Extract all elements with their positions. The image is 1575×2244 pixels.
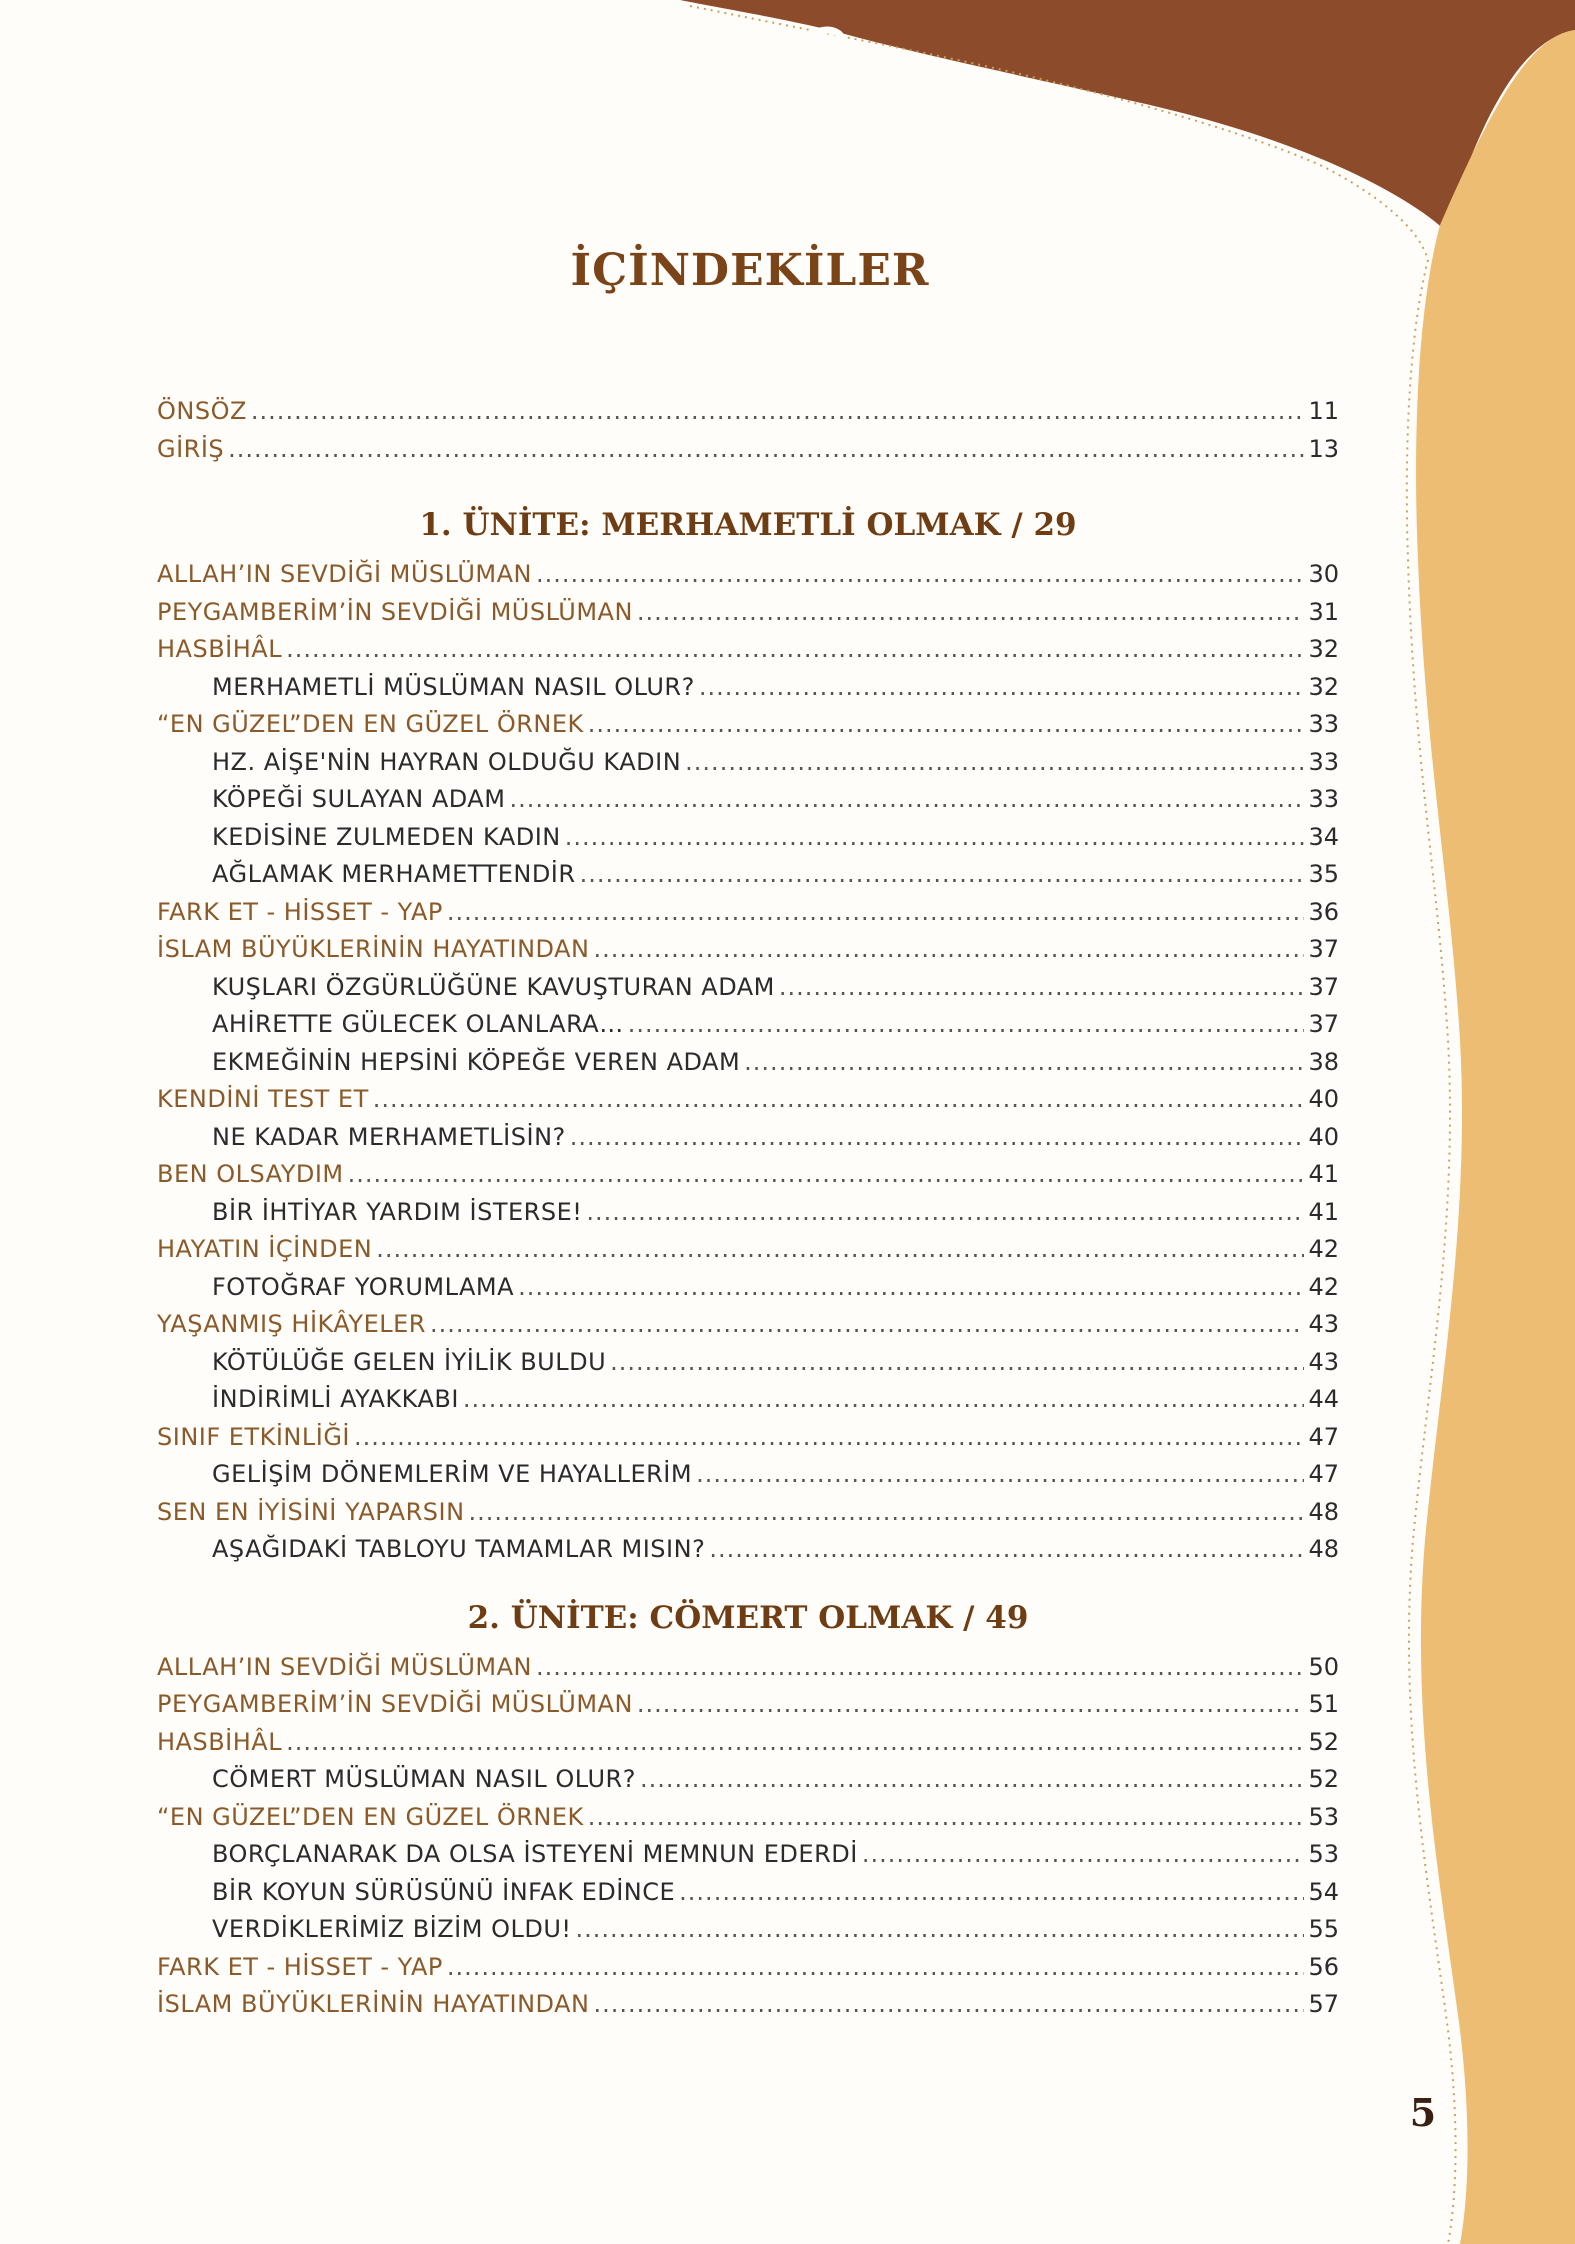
toc-entry-label: KEDİSİNE ZULMEDEN KADIN	[212, 822, 561, 851]
toc-page-number: 52	[1308, 1765, 1339, 1793]
toc-page-number: 37	[1308, 935, 1339, 963]
toc-entry[interactable]	[157, 1986, 1339, 2024]
toc-page-number: 30	[1308, 560, 1339, 588]
toc-page-number: 51	[1308, 1690, 1339, 1718]
toc-entry[interactable]	[157, 1531, 1339, 1569]
toc-entry[interactable]	[157, 969, 1339, 1007]
toc-entry-label: SEN EN İYİSİNİ YAPARSIN	[157, 1497, 465, 1526]
toc-entry[interactable]	[157, 1006, 1339, 1044]
dot-leader	[509, 781, 1304, 819]
toc-entry[interactable]	[157, 594, 1339, 632]
toc-entry-label: CÖMERT MÜSLÜMAN NASIL OLUR?	[212, 1765, 636, 1793]
toc-page-number: 53	[1308, 1802, 1339, 1831]
dot-leader	[469, 1494, 1305, 1532]
toc-entry[interactable]	[157, 744, 1339, 782]
unit-1-heading: 1. ÜNİTE: MERHAMETLİ OLMAK / 29	[419, 507, 1077, 543]
toc-entry-label: KÖPEĞİ SULAYAN ADAM	[212, 785, 506, 813]
toc-page-number: 33	[1308, 785, 1339, 813]
toc-entry-label: BEN OLSAYDIM	[157, 1160, 344, 1188]
toc-entry-label: KUŞLARI ÖZGÜRLÜĞÜNE KAVUŞTURAN ADAM	[212, 972, 775, 1001]
toc-entry-label: FARK ET - HİSSET - YAP	[157, 1952, 443, 1981]
toc-entry[interactable]	[157, 1419, 1339, 1457]
toc-entry-label: ÖNSÖZ	[157, 397, 247, 425]
toc-entry-label: PEYGAMBERİM’İN SEVDİĞİ MÜSLÜMAN	[157, 597, 633, 626]
toc-entry-giris[interactable]	[157, 431, 1339, 469]
dot-leader	[628, 1006, 1305, 1044]
dot-leader	[640, 1761, 1305, 1799]
dot-leader	[576, 1911, 1305, 1949]
dot-leader	[518, 1269, 1304, 1307]
toc-page-number: 43	[1308, 1347, 1339, 1376]
dot-leader	[286, 631, 1304, 669]
toc-page-number: 33	[1308, 710, 1339, 738]
toc-page-number: 42	[1308, 1235, 1339, 1263]
toc-page-number: 41	[1308, 1160, 1339, 1188]
toc-entry-label: “EN GÜZEL”DEN EN GÜZEL ÖRNEK	[157, 1802, 584, 1831]
toc-page-number: 42	[1308, 1272, 1339, 1301]
dot-leader	[699, 669, 1305, 707]
toc-page-number: 40	[1308, 1122, 1339, 1151]
toc-entry-label: BİR İHTİYAR YARDIM İSTERSE!	[212, 1197, 583, 1226]
toc-entry-label: HAYATIN İÇİNDEN	[157, 1235, 373, 1263]
toc-entry[interactable]	[157, 1306, 1339, 1344]
toc-entry[interactable]	[157, 1344, 1339, 1382]
toc-page-number: 32	[1308, 672, 1339, 701]
toc-page-number: 48	[1308, 1535, 1339, 1563]
toc-page-number: 36	[1308, 897, 1339, 926]
toc-entry[interactable]	[157, 1231, 1339, 1269]
dot-leader	[637, 1686, 1305, 1724]
dot-leader	[430, 1306, 1305, 1344]
toc-entry-label: PEYGAMBERİM’İN SEVDİĞİ MÜSLÜMAN	[157, 1690, 633, 1718]
toc-entry[interactable]	[157, 1874, 1339, 1912]
toc-entry[interactable]	[157, 1269, 1339, 1307]
dot-leader	[679, 1874, 1304, 1912]
toc-entry-label: İSLAM BÜYÜKLERİNİN HAYATINDAN	[157, 1990, 590, 2018]
toc-entry[interactable]	[157, 1156, 1339, 1194]
toc-entry-label: BORÇLANARAK DA OLSA İSTEYENİ MEMNUN EDERDİ	[212, 1840, 858, 1868]
toc-page-number: 35	[1308, 860, 1339, 888]
dot-leader	[580, 856, 1305, 894]
toc-entry-label: ALLAH’IN SEVDİĞİ MÜSLÜMAN	[157, 1652, 532, 1681]
dot-leader	[447, 1949, 1305, 1987]
toc-entry-label: HASBİHÂL	[157, 1727, 283, 1756]
toc-entry[interactable]	[157, 856, 1339, 894]
toc-entry[interactable]	[157, 1799, 1339, 1837]
dot-leader	[610, 1344, 1304, 1382]
toc-page-number: 34	[1308, 822, 1339, 851]
dot-leader	[862, 1836, 1305, 1874]
toc-entry[interactable]	[157, 894, 1339, 932]
toc-entry-label: AŞAĞIDAKİ TABLOYU TAMAMLAR MISIN?	[212, 1535, 706, 1563]
toc-entry-label: FOTOĞRAF YORUMLAMA	[212, 1272, 515, 1301]
toc-page-number: 38	[1308, 1047, 1339, 1076]
toc-page-number: 31	[1308, 597, 1339, 626]
dot-leader	[588, 1799, 1305, 1837]
unit-2-heading: 2. ÜNİTE: CÖMERT OLMAK / 49	[467, 1599, 1029, 1636]
dot-leader	[373, 1081, 1305, 1119]
toc-entry[interactable]	[157, 1194, 1339, 1232]
toc-page-number: 37	[1308, 972, 1339, 1001]
toc-page-number: 43	[1308, 1310, 1339, 1338]
toc-entry-label: HASBİHÂL	[157, 635, 283, 663]
dot-leader	[228, 431, 1304, 469]
dot-leader	[588, 706, 1305, 744]
dot-leader	[354, 1419, 1304, 1457]
dot-leader	[447, 894, 1305, 932]
toc-page-number: 53	[1308, 1840, 1339, 1868]
toc-page-number: 37	[1308, 1010, 1339, 1038]
dot-leader	[376, 1231, 1304, 1269]
toc-entry[interactable]	[157, 819, 1339, 857]
toc-page-number: 33	[1308, 747, 1339, 776]
toc-entry[interactable]	[157, 1456, 1339, 1494]
toc-entry-label: HZ. AİŞE'NİN HAYRAN OLDUĞU KADIN	[212, 747, 682, 776]
toc-entry[interactable]	[157, 781, 1339, 819]
toc-entry[interactable]	[157, 1494, 1339, 1532]
toc-page-number: 32	[1308, 635, 1339, 663]
dot-leader	[565, 819, 1305, 857]
toc-page-number: 40	[1308, 1085, 1339, 1113]
dot-leader	[536, 1649, 1304, 1687]
dot-leader	[348, 1156, 1305, 1194]
toc-entry-label: SINIF ETKİNLİĞİ	[157, 1422, 350, 1451]
sand-band	[1416, 30, 1575, 2244]
dot-leader	[637, 594, 1305, 632]
dot-leader	[685, 744, 1304, 782]
toc-entry[interactable]	[157, 706, 1339, 744]
toc-page-number: 13	[1308, 434, 1339, 463]
toc-entry-label: GELİŞİM DÖNEMLERİM VE HAYALLERİM	[212, 1460, 693, 1488]
dot-leader	[779, 969, 1305, 1007]
page-title: İÇİNDEKİLER	[570, 245, 930, 296]
toc-entry[interactable]	[157, 669, 1339, 707]
toc-entry-label: GİRİŞ	[157, 434, 225, 463]
toc-page-number: 55	[1308, 1915, 1339, 1943]
dot-leader	[593, 931, 1304, 969]
dot-leader	[463, 1381, 1305, 1419]
toc-entry-label: FARK ET - HİSSET - YAP	[157, 897, 443, 926]
toc-entry-label: İNDİRİMLİ AYAKKABI	[212, 1385, 459, 1413]
toc-entry[interactable]	[157, 1911, 1339, 1949]
toc-page-number: 41	[1308, 1197, 1339, 1226]
dot-leader	[696, 1456, 1304, 1494]
toc-entry[interactable]	[157, 631, 1339, 669]
toc-entry[interactable]	[157, 1119, 1339, 1157]
toc-entry[interactable]	[157, 931, 1339, 969]
toc-entry[interactable]	[157, 1686, 1339, 1724]
dot-leader	[586, 1194, 1304, 1232]
toc-entry[interactable]	[157, 1081, 1339, 1119]
dot-leader	[536, 556, 1304, 594]
toc-entry-label: MERHAMETLİ MÜSLÜMAN NASIL OLUR?	[212, 672, 695, 701]
toc-page-number: 56	[1308, 1952, 1339, 1981]
table-of-contents	[157, 393, 1339, 2024]
unit-2-entries	[157, 1649, 1339, 2024]
dot-leader	[251, 393, 1305, 431]
toc-page-number: 44	[1308, 1385, 1339, 1413]
toc-entry-label: YAŞANMIŞ HİKÂYELER	[157, 1310, 426, 1338]
toc-entry[interactable]	[157, 556, 1339, 594]
toc-page-number: 48	[1308, 1497, 1339, 1526]
toc-entry[interactable]	[157, 1649, 1339, 1687]
dot-leader	[570, 1119, 1305, 1157]
toc-entry[interactable]	[157, 1836, 1339, 1874]
dot-leader	[744, 1044, 1304, 1082]
toc-entry[interactable]	[157, 1044, 1339, 1082]
toc-page-number: 57	[1308, 1990, 1339, 2018]
toc-entry-label: AĞLAMAK MERHAMETTENDİR	[212, 860, 576, 888]
toc-page-number: 47	[1308, 1422, 1339, 1451]
toc-entry-label: BİR KOYUN SÜRÜSÜNÜ İNFAK EDİNCE	[212, 1877, 676, 1906]
toc-entry-onsoz[interactable]	[157, 393, 1339, 431]
toc-entry[interactable]	[157, 1381, 1339, 1419]
dot-leader	[593, 1986, 1304, 2024]
toc-page-number: 47	[1308, 1460, 1339, 1488]
unit-1-entries	[157, 556, 1339, 1569]
toc-entry-label: İSLAM BÜYÜKLERİNİN HAYATINDAN	[157, 935, 590, 963]
toc-page-number: 11	[1308, 397, 1339, 425]
page-number: 5	[1409, 2090, 1437, 2135]
toc-entry-label: VERDİKLERİMİZ BİZİM OLDU!	[212, 1915, 572, 1943]
toc-page-number: 52	[1308, 1727, 1339, 1756]
toc-entry[interactable]	[157, 1761, 1339, 1799]
toc-entry-label: EKMEĞİNİN HEPSİNİ KÖPEĞE VEREN ADAM	[212, 1047, 741, 1076]
toc-entry[interactable]	[157, 1949, 1339, 1987]
dot-leader	[286, 1724, 1304, 1762]
toc-entry-label: ALLAH’IN SEVDİĞİ MÜSLÜMAN	[157, 560, 532, 588]
toc-entry-label: KENDİNİ TEST ET	[157, 1085, 369, 1113]
toc-page-number: 50	[1308, 1652, 1339, 1681]
toc-entry-label: AHİRETTE GÜLECEK OLANLARA…	[212, 1010, 624, 1038]
toc-entry-label: “EN GÜZEL”DEN EN GÜZEL ÖRNEK	[157, 710, 584, 738]
toc-entry[interactable]	[157, 1724, 1339, 1762]
toc-entry-label: KÖTÜLÜĞE GELEN İYİLİK BULDU	[212, 1347, 607, 1376]
toc-page-number: 54	[1308, 1877, 1339, 1906]
dot-leader	[709, 1531, 1304, 1569]
toc-entry-label: NE KADAR MERHAMETLİSİN?	[212, 1122, 566, 1151]
